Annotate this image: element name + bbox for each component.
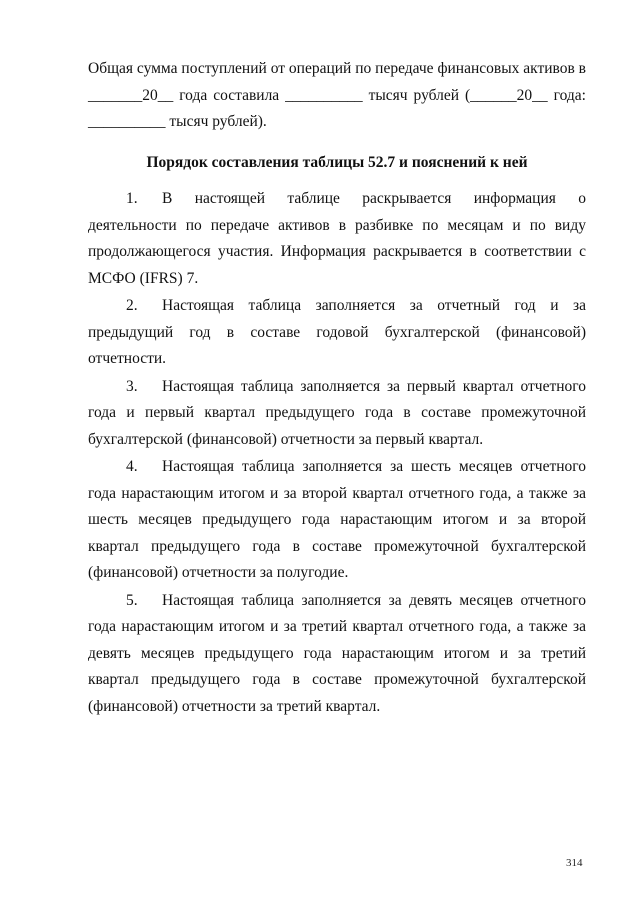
intro-line-1: Общая сумма поступлений от операций по передаче финансовых активов в xyxy=(88,60,586,77)
item-text: В настоящей таблице раскрывается информация о деятельности по передаче активов в разбивке по месяцам и по виду продолжающегося участия. Информация раскрывается в соответствии с МСФО (IFRS) 7. xyxy=(88,190,586,287)
item-number: 3. xyxy=(126,377,138,395)
list-item-1 xyxy=(88,186,586,292)
item-number: 4. xyxy=(126,458,138,475)
intro-paragraph xyxy=(88,56,586,136)
item-text: Настоящая таблица заполняется за шесть месяцев отчетного года нарастающим итогом и за второй квартал отчетного года, а также за шесть месяцев предыдущего года нарастающим итогом и за второй квартал предыдущего года в составе промежуточной бухгалтерской (финансовой) отчетности за полугодие. xyxy=(88,458,586,581)
page-number: 314 xyxy=(566,857,583,869)
intro-line-2: _______20__ года составила __________ тысяч рублей (______20__ года: xyxy=(88,86,586,104)
list-item-4 xyxy=(88,454,586,587)
intro-line-3: __________ тысяч рублей). xyxy=(88,113,267,130)
item-number: 1. xyxy=(126,190,138,207)
list-item-5 xyxy=(88,588,586,721)
section-heading: Порядок составления таблицы 52.7 и пояснений к ней xyxy=(146,153,528,171)
item-text: Настоящая таблица заполняется за девять месяцев отчетного года нарастающим итогом и за третий квартал отчетного года, а также за девять месяцев предыдущего года нарастающим итогом и за третий квартал предыдущего года в составе промежуточной бухгалтерской (финансовой) отчетности за третий квартал. xyxy=(88,591,586,715)
item-number: 2. xyxy=(126,297,138,314)
item-number: 5. xyxy=(126,591,138,609)
item-text: Настоящая таблица заполняется за отчетный год и за предыдущий год в составе годовой бухгалтерской (финансовой) отчетности. xyxy=(88,297,586,367)
list-item-2 xyxy=(88,293,586,373)
list-item-3 xyxy=(88,374,586,454)
document-page xyxy=(88,56,586,721)
item-text: Настоящая таблица заполняется за первый квартал отчетного года и первый квартал предыдущего года в составе промежуточной бухгалтерской (финансовой) отчетности за первый квартал. xyxy=(88,377,586,448)
